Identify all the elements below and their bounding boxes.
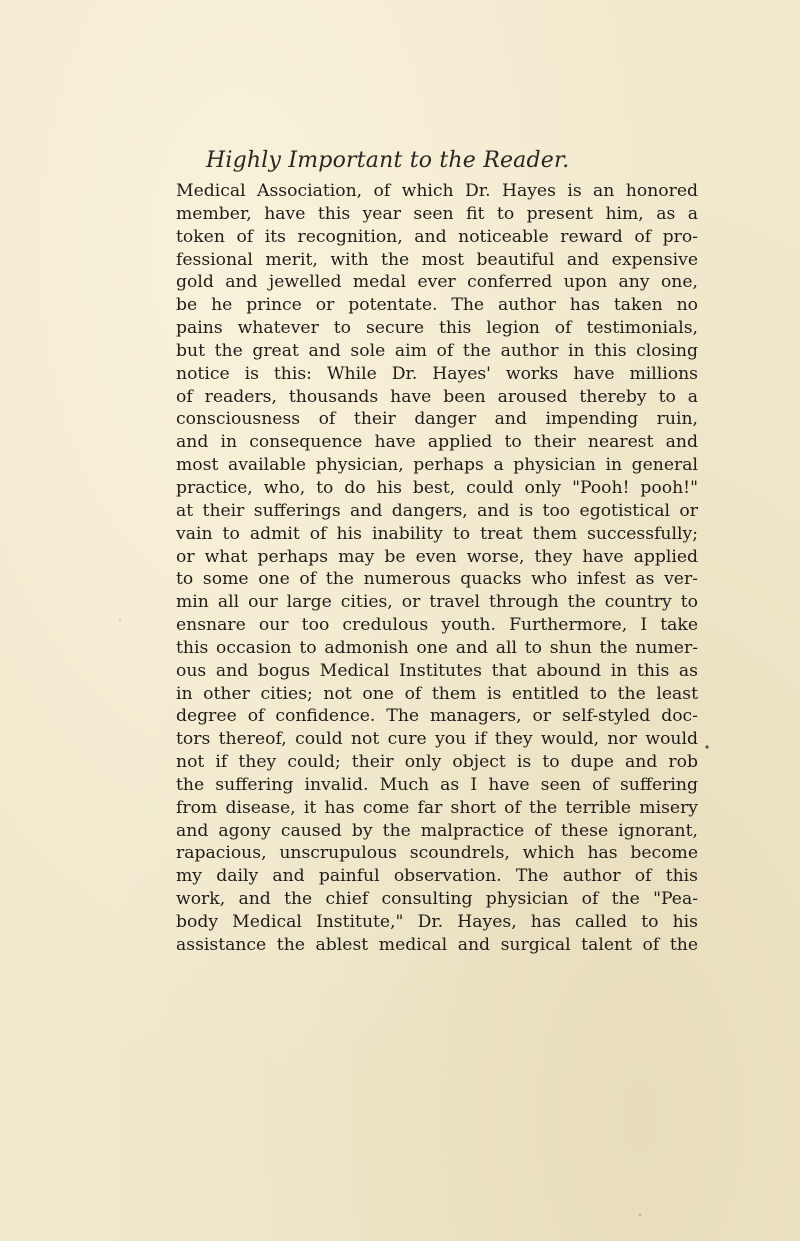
text-line: at their sufferings and dangers, and is too egotistical or <box>176 500 698 521</box>
text-line: vain to admit of his inability to treat them successfully; <box>176 523 698 544</box>
text-line: in other cities; not one of them is entitled to the least <box>176 683 698 704</box>
text-line: min all our large cities, or travel through the country to <box>176 592 698 613</box>
text-line: assistance the ablest medical and surgical talent of the <box>176 934 698 955</box>
text-line: ensnare our too credulous youth. Furthermore, I take <box>176 615 698 636</box>
text-line: not if they could; their only object is to dupe and rob <box>176 752 698 773</box>
text-line: but the great and sole aim of the author in this closing <box>176 340 698 361</box>
text-line: from disease, it has come far short of the terrible misery <box>176 797 698 818</box>
text-line: this occasion to admonish one and all to shun the numer- <box>176 637 698 658</box>
text-line: ous and bogus Medical Institutes that abound in this as <box>176 660 698 681</box>
text-line: degree of confidence. The managers, or self-styled doc- <box>176 706 698 727</box>
text-line: or what perhaps may be even worse, they have applied <box>176 546 698 567</box>
ink-speck <box>639 1214 641 1216</box>
text-line: the suffering invalid. Much as I have seen of suffering <box>176 774 698 795</box>
text-line: most available physician, perhaps a physician in general <box>176 455 698 476</box>
text-line: and in consequence have applied to their nearest and <box>176 432 698 453</box>
text-line: work, and the chief consulting physician of the "Pea- <box>176 889 698 910</box>
text-line: fessional merit, with the most beautiful and expensive <box>176 249 698 270</box>
text-line: body Medical Institute," Dr. Hayes, has called to his <box>176 912 698 932</box>
text-line: of readers, thousands have been aroused thereby to a <box>176 386 698 407</box>
text-line: Medical Association, of which Dr. Hayes is an honored <box>176 181 698 201</box>
text-line: my daily and painful observation. The author of this <box>176 866 698 887</box>
text-line: and agony caused by the malpractice of these ignorant, <box>176 820 698 841</box>
text-line: consciousness of their danger and impending ruin, <box>176 409 698 430</box>
text-line: be he prince or potentate. The author has taken no <box>176 295 698 316</box>
text-line: notice is this: While Dr. Hayes' works have millions <box>176 363 698 384</box>
text-line: to some one of the numerous quacks who infest as ver- <box>176 569 698 590</box>
ink-speck <box>705 745 708 748</box>
running-head: Highly Important to the Reader. <box>206 148 570 173</box>
text-line: rapacious, unscrupulous scoundrels, which has become <box>176 843 698 864</box>
text-line: member, have this year seen fit to present him, as a <box>176 203 698 224</box>
text-line: gold and jewelled medal ever conferred upon any one, <box>176 272 698 293</box>
text-line: practice, who, to do his best, could only "Pooh! pooh!" <box>176 477 698 498</box>
ink-speck <box>119 619 121 621</box>
text-line: pains whatever to secure this legion of testimonials, <box>176 318 698 339</box>
body-paragraph <box>176 180 698 957</box>
text-line: token of its recognition, and noticeable reward of pro- <box>176 226 698 247</box>
text-line: tors thereof, could not cure you if they would, nor would <box>176 729 698 750</box>
